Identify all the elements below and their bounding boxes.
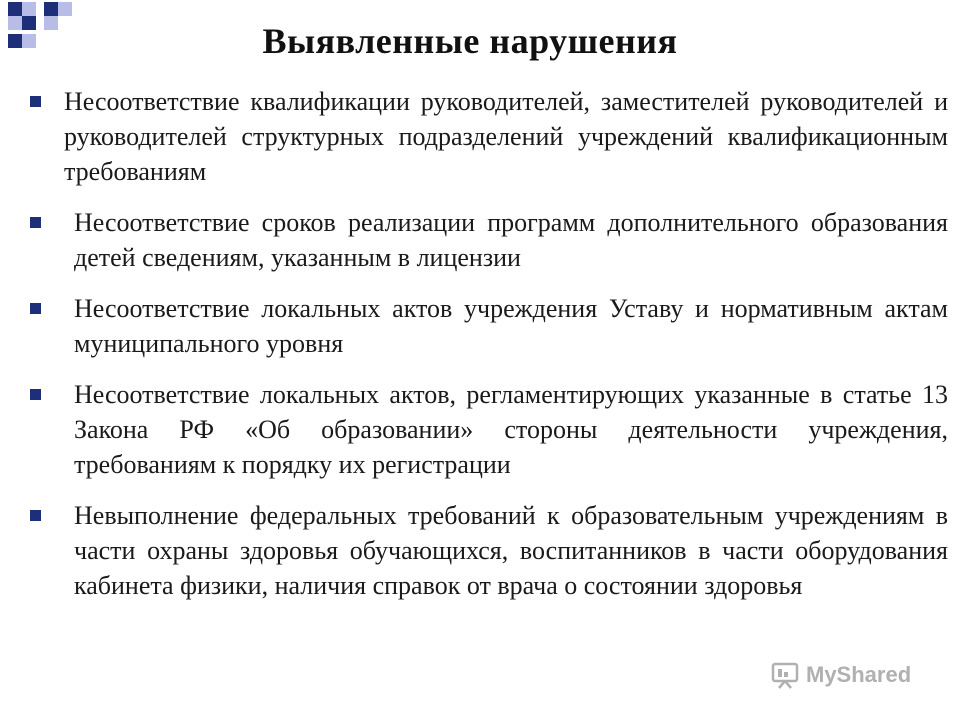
list-item [30,84,948,189]
watermark [770,657,911,693]
deco-square [44,2,58,16]
deco-square [8,2,22,16]
square-bullet-icon [30,303,41,314]
square-bullet-icon [30,510,41,521]
list-item [30,291,948,361]
square-bullet-icon [30,96,41,107]
list-item [30,205,948,275]
square-bullet-icon [30,389,41,400]
deco-square [58,2,72,16]
list-item [30,377,948,482]
list-item-text: Несоответствие локальных актов, регламентирующих указанные в статье 13 Закона РФ «Об образовании» стороны деятельности учреждения, требованиям к порядку их регистрации [74,380,948,479]
list-item-text: Невыполнение федеральных требований к образовательным учреждениям в части охраны здоровья обучающихся, воспитанников в части оборудования кабинета физики, наличия справок от врача о состоянии здоровья [74,501,948,600]
watermark-text: MyShared [806,662,912,687]
deco-square [22,2,36,16]
list-item-text: Несоответствие локальных актов учреждения Уставу и нормативным актам муниципального уровня [74,294,948,358]
slide-title: Выявленные нарушения [262,21,678,61]
list-item [30,498,948,603]
list-item-text: Несоответствие сроков реализации программ дополнительного образования детей сведениям, указанным в лицензии [74,208,948,272]
presentation-board-icon [770,660,800,690]
violations-list [30,84,948,619]
list-item-text: Несоответствие квалификации руководителей, заместителей руководителей и руководителей структурных подразделений учреждений квалификационным требованиям [64,87,948,186]
square-bullet-icon [30,217,41,228]
